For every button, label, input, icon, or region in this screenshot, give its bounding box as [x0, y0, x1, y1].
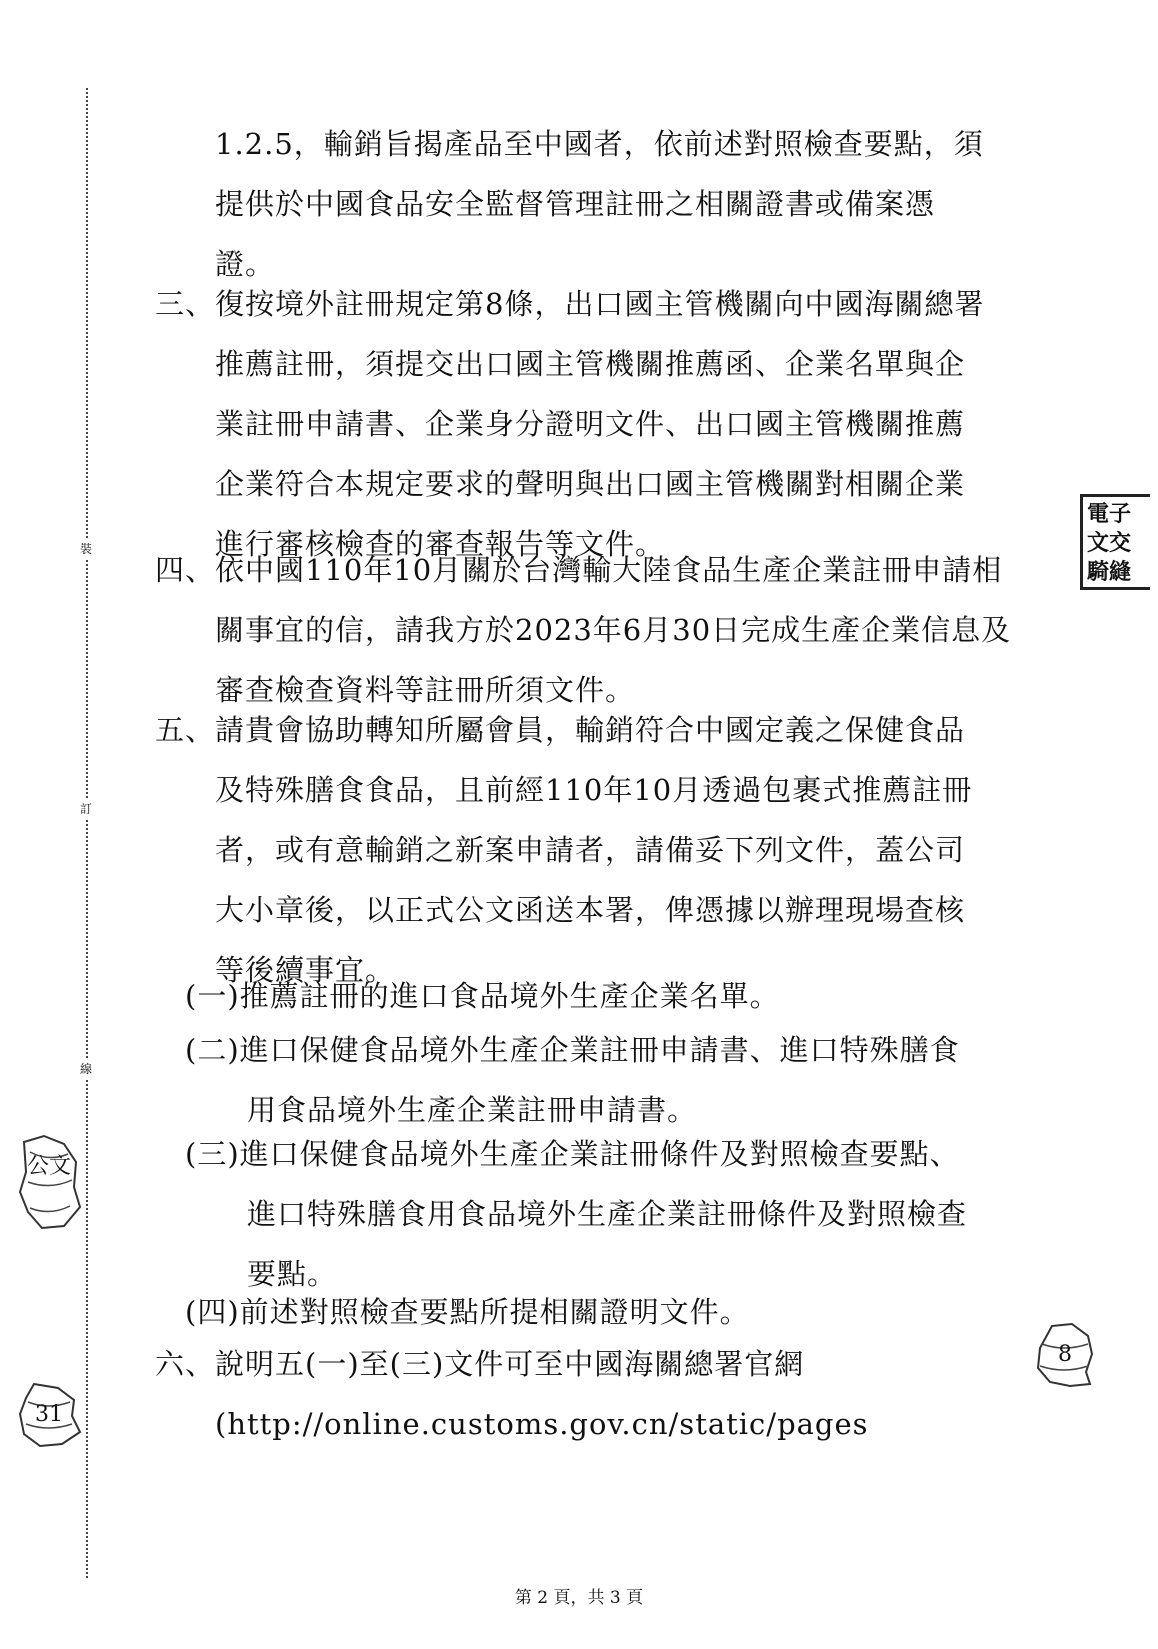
- seal-text: 公文: [26, 1154, 71, 1179]
- text-line: 五、請貴會協助轉知所屬會員，輸銷符合中國定義之保健食品: [155, 713, 966, 747]
- text-line: 大小章後，以正式公文函送本署，俾憑據以辦理現場查核: [215, 893, 966, 927]
- seal-number: 8: [1058, 1342, 1072, 1367]
- stamp-line: 電子: [1087, 501, 1132, 527]
- text-line: 企業符合本規定要求的聲明與出口國主管機關對相關企業: [215, 467, 966, 501]
- text-line: 進行審核檢查的審查報告等文件。: [215, 527, 666, 561]
- stamp-line: 文交: [1087, 530, 1132, 556]
- text-line: 業註冊申請書、企業身分證明文件、出口國主管機關推薦: [215, 407, 966, 441]
- text-line: 要點。: [247, 1257, 338, 1291]
- seal-right: [1030, 1320, 1100, 1390]
- seal-outline-icon: [14, 1132, 84, 1232]
- item-two: [185, 1020, 960, 1140]
- text-line: 證。: [215, 247, 276, 281]
- seal-number: 31: [35, 1402, 63, 1427]
- text-line: (三)進口保健食品境外生產企業註冊條件及對照檢查要點、: [185, 1137, 960, 1171]
- text-line: 六、說明五(一)至(三)文件可至中國海關總署官網: [155, 1347, 805, 1381]
- text-line: 推薦註冊，須提交出口國主管機關推薦函、企業名單與企: [215, 347, 966, 381]
- binding-dotted-line: [86, 88, 88, 1578]
- electronic-document-stamp: [1080, 494, 1150, 590]
- item-four: [185, 1282, 750, 1342]
- seal-left-bottom: [14, 1380, 84, 1450]
- text-line: 1.2.5，輸銷旨揭產品至中國者，依前述對照檢查要點，須: [215, 127, 984, 161]
- paragraph-five: [155, 700, 972, 1000]
- text-line: 等後續事宜。: [215, 953, 396, 987]
- text-line: (四)前述對照檢查要點所提相關證明文件。: [185, 1295, 750, 1329]
- text-line: 者，或有意輸銷之新案申請者，請備妥下列文件，蓋公司: [215, 833, 966, 867]
- binding-mark-xian: 線: [80, 1062, 93, 1076]
- text-line: 關事宜的信，請我方於2023年6月30日完成生產企業信息及: [215, 613, 1012, 647]
- text-line: (一)推薦註冊的進口食品境外生產企業名單。: [185, 979, 780, 1013]
- text-line: 四、依中國110年10月關於台灣輸大陸食品生產企業註冊申請相: [155, 553, 1003, 587]
- seal-left-top: [14, 1132, 84, 1232]
- text-line: 及特殊膳食食品，且前經110年10月透過包裹式推薦註冊: [215, 773, 973, 807]
- text-line: 審查檢查資料等註冊所須文件。: [215, 673, 636, 707]
- paragraph-four: [155, 540, 1011, 720]
- page-footer: 第 2 頁，共 3 頁: [514, 1588, 644, 1608]
- text-line: (二)進口保健食品境外生產企業註冊申請書、進口特殊膳食: [185, 1033, 960, 1067]
- binding-mark-ding: 訂: [80, 802, 93, 816]
- paragraph-six: [155, 1334, 869, 1454]
- text-line: 提供於中國食品安全監督管理註冊之相關證書或備案憑: [215, 187, 936, 221]
- text-line: 進口特殊膳食用食品境外生產企業註冊條件及對照檢查: [247, 1197, 968, 1231]
- item-three: [185, 1124, 967, 1304]
- text-line: 三、復按境外註冊規定第8條，出口國主管機關向中國海關總署: [155, 287, 985, 321]
- binding-mark-zhuang: 裝: [80, 542, 93, 556]
- text-line: (http://online.customs.gov.cn/static/pages: [215, 1407, 869, 1441]
- text-line: 用食品境外生產企業註冊申請書。: [247, 1093, 698, 1127]
- item-one: [185, 966, 780, 1026]
- paragraph-three: [155, 274, 984, 574]
- paragraph-1-2-5: [215, 114, 984, 294]
- stamp-line: 騎縫: [1087, 559, 1132, 585]
